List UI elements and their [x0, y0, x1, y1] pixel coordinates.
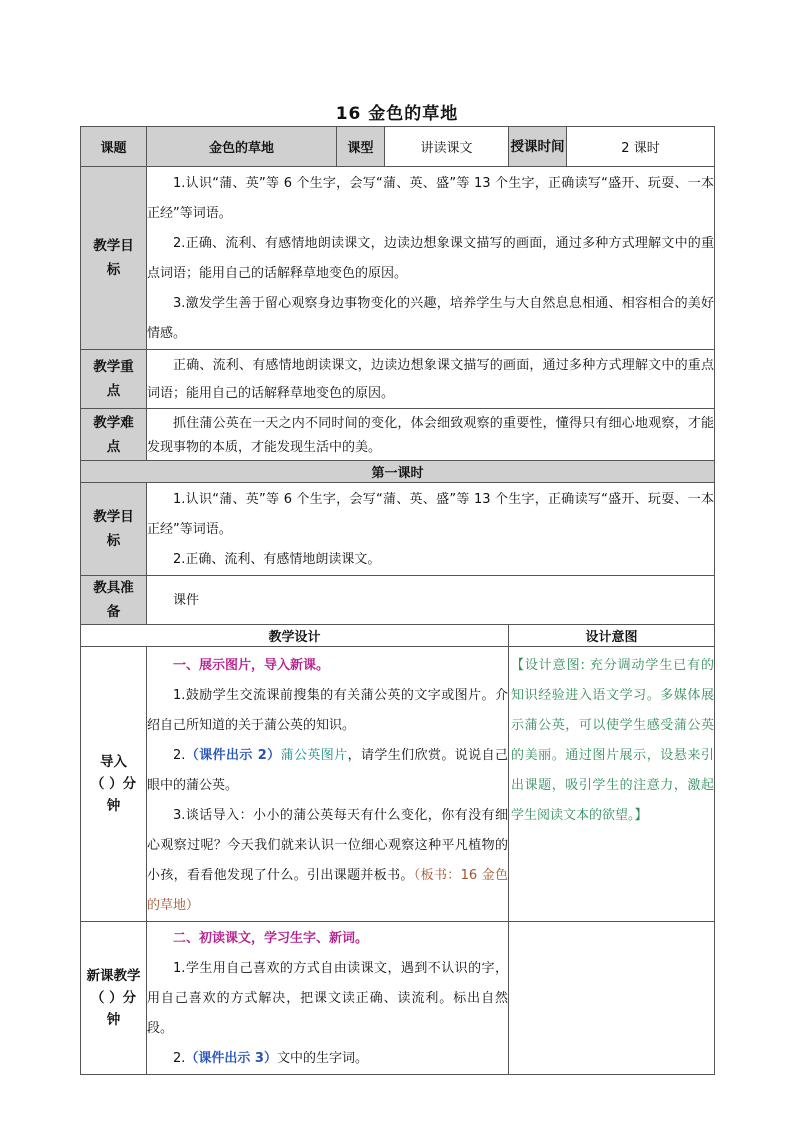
tools-text: 课件: [173, 593, 200, 608]
first-lesson-heading: 第一课时: [81, 461, 715, 483]
new-label-c: 钟: [106, 1012, 121, 1028]
intro-content: [147, 647, 509, 922]
intent-col-label: 设计意图: [509, 625, 715, 647]
intro-p2: [147, 741, 508, 801]
new-p2-rest: 文中的生字词。: [276, 1051, 368, 1066]
first-goals-label: 教学目标: [81, 483, 147, 576]
new-heading: [147, 924, 508, 954]
lesson-label: 课题: [81, 127, 147, 167]
first-goal-1: 1.认识“蒲、英”等 6 个生字，会写“蒲、英、盛”等 13 个生字，正确读写“盛开、玩耍、一本正经”等词语。: [147, 492, 714, 537]
intro-heading-text: 一、展示图片，导入新课。: [173, 658, 330, 673]
first-goals-row: [81, 483, 715, 576]
time-value: 2 课时: [567, 127, 715, 167]
new-p2-courseware: （课件出示 3）: [185, 1051, 277, 1066]
first-goal-2: 2.正确、流利、有感情地朗读课文。: [173, 552, 381, 567]
page-title: 16 金色的草地: [335, 104, 459, 124]
intro-label: [81, 647, 147, 922]
intro-p2-courseware: （课件出示 2）: [185, 748, 281, 763]
new-content: [147, 922, 509, 1075]
intro-p2-num: 2.: [173, 748, 186, 763]
new-p2: [147, 1044, 508, 1074]
tools-label: 教具准备: [81, 576, 147, 625]
new-heading-text: 二、初读课文，学习生字、新词。: [173, 931, 369, 946]
intro-p3-board: （板书：16 金色的草地）: [147, 868, 508, 913]
intro-label-c: 钟: [106, 798, 121, 814]
new-p2-num: 2.: [173, 1051, 186, 1066]
intro-label-b: （ ）分: [90, 776, 137, 792]
intro-row: [81, 647, 715, 922]
new-p1: 1.学生用自己喜欢的方式自由读课文，遇到不认识的字，用自己喜欢的方式解决，把课文读正确、读流利。标出自然段。: [147, 961, 508, 1036]
goal-2: 2.正确、流利、有感情地朗读课文，边读边想象课文描写的画面，通过多种方式理解文中的重点词语；能用自己的话解释草地变色的原因。: [147, 236, 714, 281]
intro-intent: 【设计意图: 充分调动学生已有的知识经验进入语文学习。多媒体展示蒲公英，可以使学生感受蒲公英的美丽。通过图片展示，设悬来引出课题，吸引学生的注意力，激起学生阅读文本的欲望。】: [509, 647, 715, 922]
new-row: [81, 922, 715, 1075]
intro-p3: [147, 801, 508, 921]
design-col-label: 教学设计: [81, 625, 509, 647]
design-header-row: [81, 625, 715, 647]
key-points-label: 教学重点: [81, 350, 147, 409]
key-points-content: [147, 350, 715, 409]
intro-heading: [147, 651, 508, 681]
goal-3: 3.激发学生善于留心观察身边事物变化的兴趣，培养学生与大自然息息相通、相容相合的美好情感。: [147, 296, 714, 341]
goals-label: 教学目标: [81, 167, 147, 350]
intro-label-a: 导入: [100, 754, 127, 770]
intro-p1: 1.鼓励学生交流课前搜集的有关蒲公英的文字或图片。介绍自己所知道的关于蒲公英的知识。: [147, 688, 508, 733]
key-points-row: [81, 350, 715, 409]
new-label: [81, 922, 147, 1075]
difficulties-text: 抓住蒲公英在一天之内不同时间的变化，体会细致观察的重要性，懂得只有细心地观察，才能发现事物的本质，才能发现生活中的美。: [147, 415, 714, 455]
tools-row: [81, 576, 715, 625]
new-intent: [509, 922, 715, 1075]
difficulties-content: [147, 409, 715, 461]
lesson-plan-table: [80, 126, 715, 1075]
difficulties-row: [81, 409, 715, 461]
difficulties-label: 教学难点: [81, 409, 147, 461]
key-points-text: 正确、流利、有感情地朗读课文，边读边想象课文描写的画面，通过多种方式理解文中的重点词语；能用自己的话解释草地变色的原因。: [147, 358, 714, 401]
first-goals-content: [147, 483, 715, 576]
new-label-b: （ ）分: [90, 990, 137, 1006]
goals-row: [81, 167, 715, 350]
first-lesson-row: [81, 461, 715, 483]
lesson-value: 金色的草地: [147, 127, 337, 167]
goal-1: 1.认识“蒲、英”等 6 个生字，会写“蒲、英、盛”等 13 个生字，正确读写“盛开、玩耍、一本正经”等词语。: [147, 176, 714, 221]
intro-p3-text: 3.谈话导入：小小的蒲公英每天有什么变化，你有没有细心观察过呢？今天我们就来认识一位细心观察这种平凡植物的小孩，看看他发现了什么。引出课题并板书。: [147, 808, 508, 883]
header-row: [81, 127, 715, 167]
time-label: 授课时间: [509, 127, 567, 167]
type-value: 讲读课文: [385, 127, 509, 167]
goals-content: [147, 167, 715, 350]
type-label: 课型: [337, 127, 385, 167]
intro-p2-picture: 蒲公英图片: [280, 748, 348, 763]
tools-content: [147, 576, 715, 625]
intro-p2-rest: ，请学生们欣赏。说说自己眼中的蒲公英。: [147, 748, 508, 793]
new-label-a: 新课教学: [86, 968, 141, 984]
